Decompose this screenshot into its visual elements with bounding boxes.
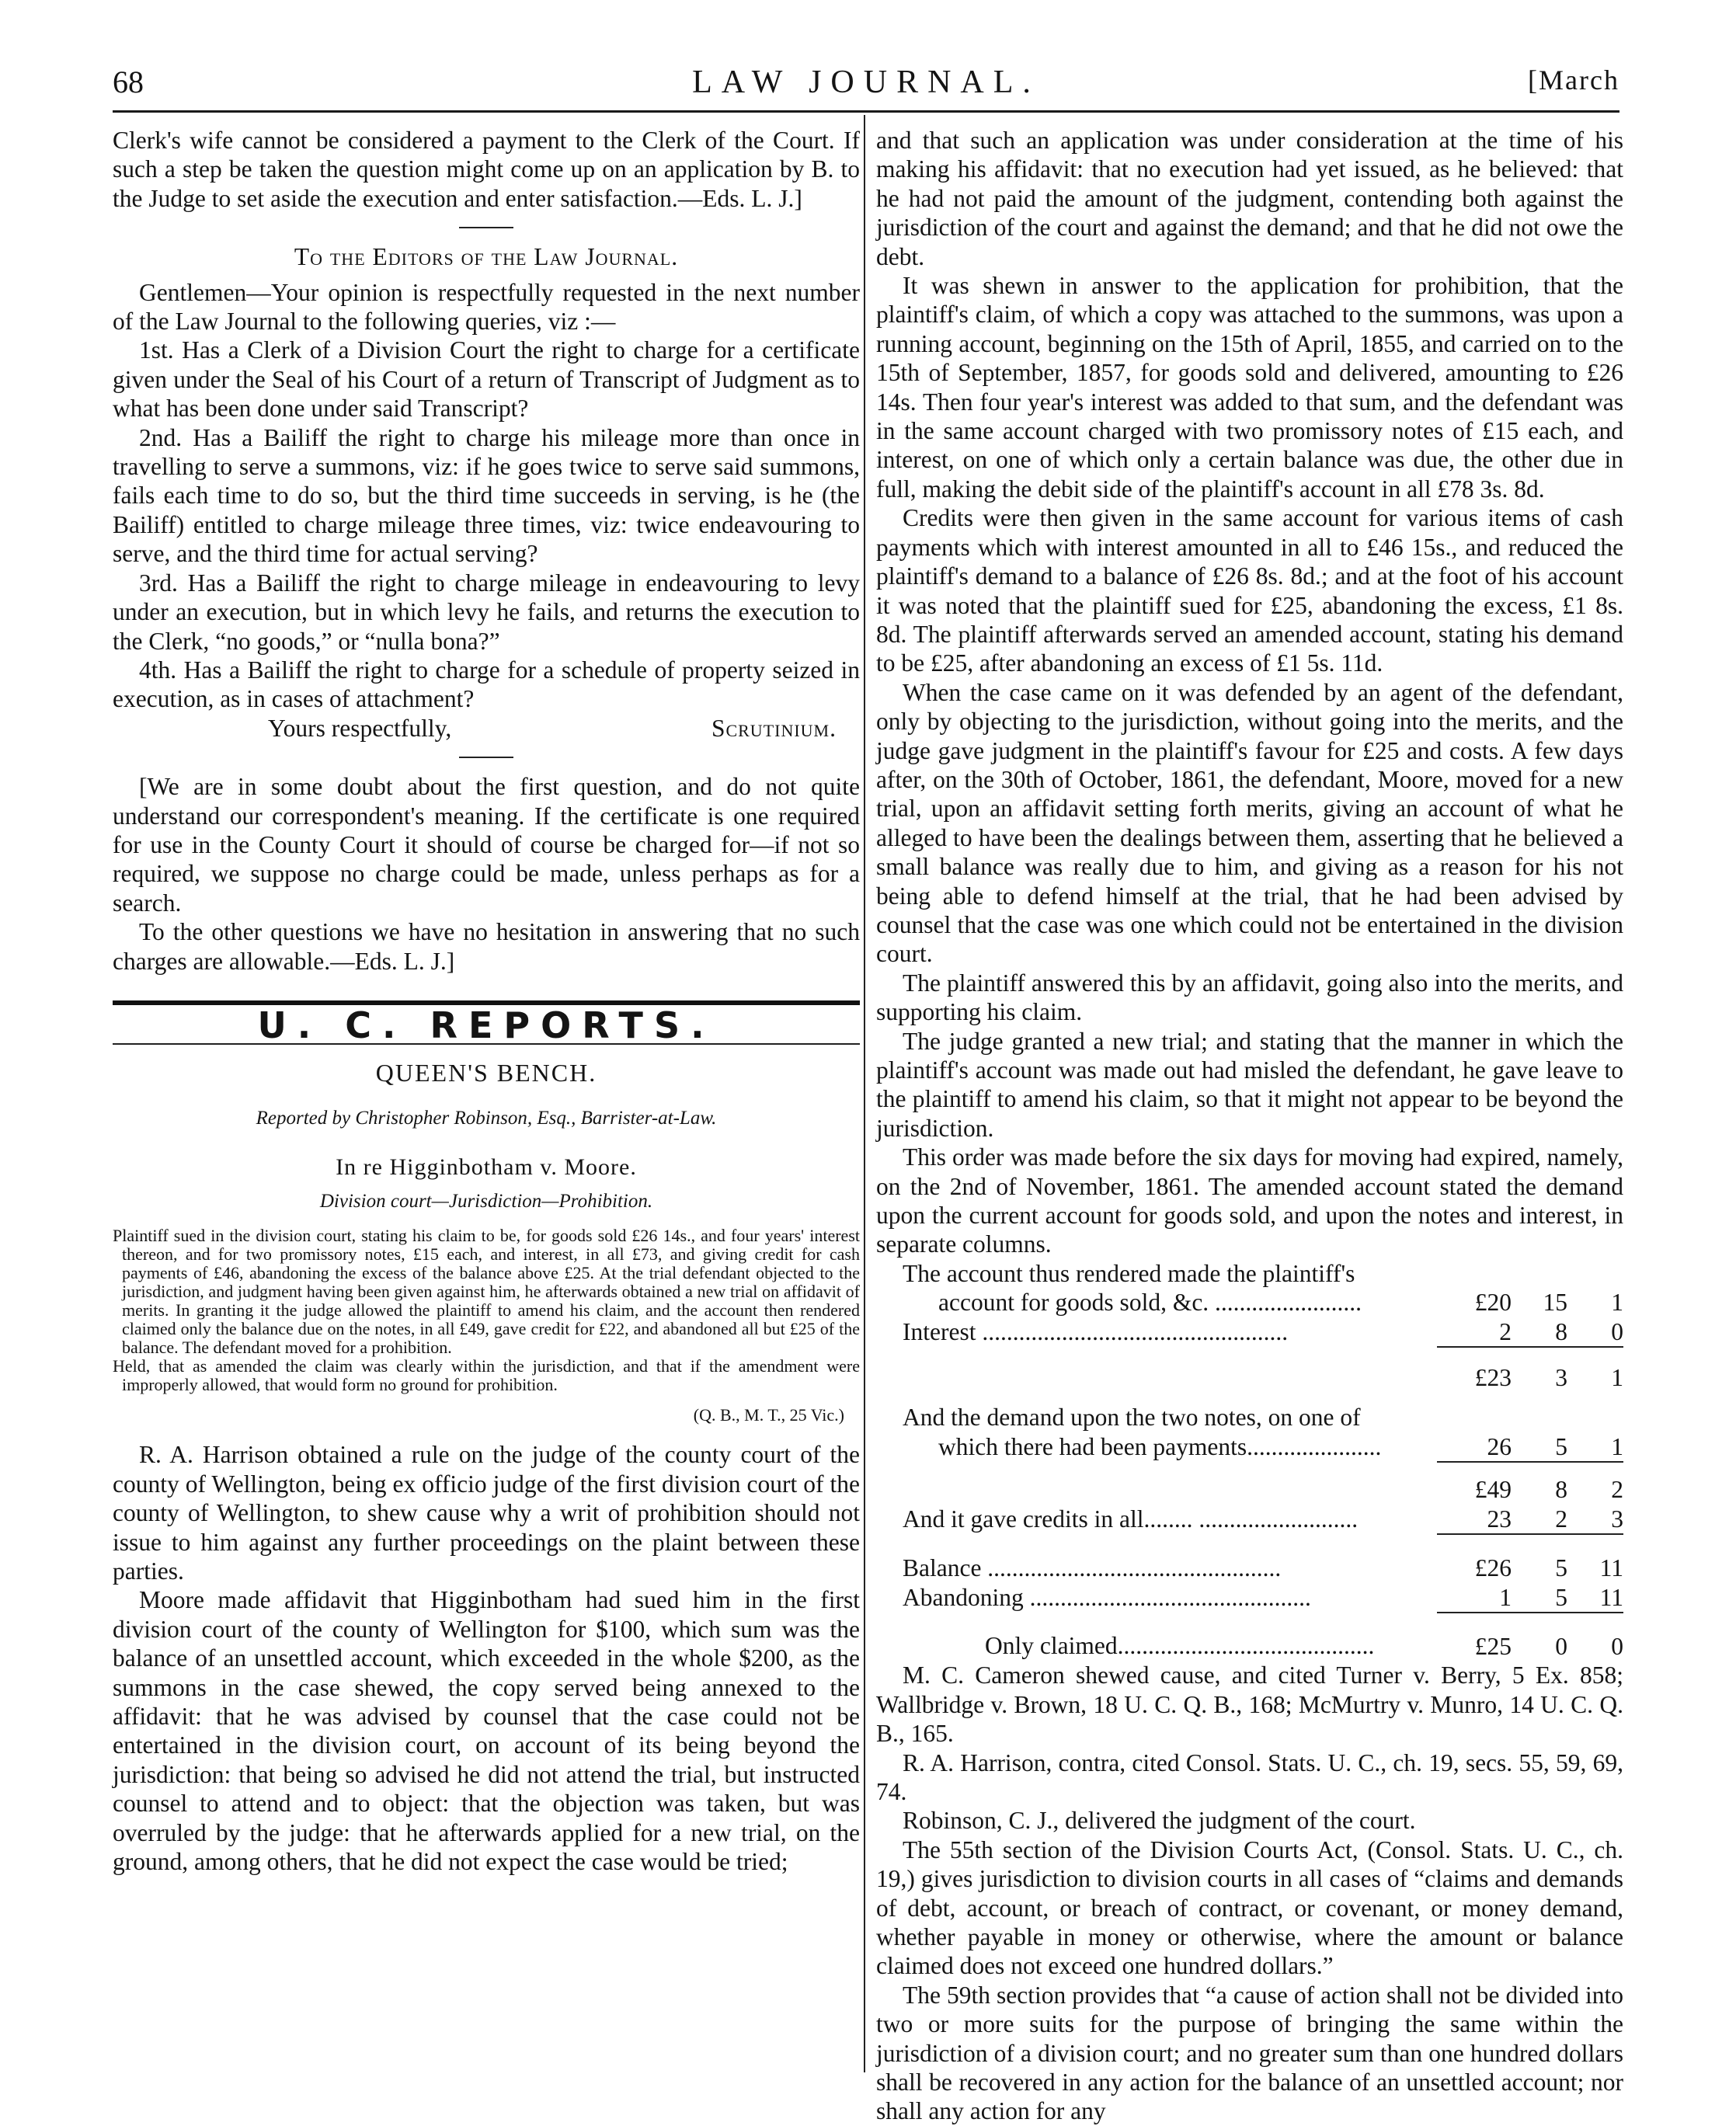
page-header xyxy=(113,64,1619,113)
signature-close: Yours respectfully, xyxy=(268,714,452,742)
account-row xyxy=(876,1288,1623,1317)
case-citation: (Q. B., M. T., 25 Vic.) xyxy=(693,1405,844,1425)
account-subtotal-row xyxy=(876,1347,1623,1392)
short-rule xyxy=(459,757,513,758)
account-pence: 1 xyxy=(1611,1289,1623,1317)
account-row xyxy=(876,1392,1623,1432)
right-paragraph-11: The 55th section of the Division Courts Act, (Consol. Stats. U. C., ch. 19,) gives jurisdiction to division courts in all cases of “claims and demands of debt, account, or breach of contract, or covenant, or money demand, whether payable in money or otherwise, where the amount or balance claimed does not exceed one hundred dollars.” xyxy=(876,1835,1623,1980)
account-label: Balance ................................................ xyxy=(903,1554,1282,1581)
account-shillings: 5 xyxy=(1555,1432,1567,1460)
query-2: 2nd. Has a Bailiff the right to charge his mileage more than once in travelling to serve a summons, viz: if he goes twice to serve said summons, fails each time to do so, but the third time succeeds in serving, is he (the Bailiff) entitled to charge mileage three times, viz: twice endeavouring to serve, and the third time for actual serving? xyxy=(113,423,860,568)
account-row xyxy=(876,1534,1623,1582)
right-paragraph-6: The judge granted a new trial; and stating that the manner in which the plaintiff's account was made out had misled the defendant, he gave leave to the plaintiff to amend his claim, so that it might not appear to be beyond the jurisdiction. xyxy=(876,1027,1623,1142)
account-row xyxy=(876,1505,1623,1534)
query-3: 3rd. Has a Bailiff the right to charge mileage in endeavouring to levy under an execution, but in which levy he fails, and returns the execution to the Clerk, “no goods,” or “nulla bona?” xyxy=(113,569,860,655)
account-shillings: 2 xyxy=(1555,1505,1567,1533)
right-paragraph-4: When the case came on it was defended by an agent of the defendant, only by objecting to the jurisdiction, without going into the merits, and the judge gave judgment in the plaintiff's favour for £25 and costs. A few days after, on the 30th of October, 1861, the defendant, Moore, moved for a new trial, upon an affidavit setting forth merits, giving an account of what he alleged to have been the dealings between them, asserting that he believed a small balance was really due to him, and giving as a reason for his not being able to defend himself at the trial, that he had been advised by counsel that the case was one which could not be entertained in the division court. xyxy=(876,678,1623,968)
letter-opening: Gentlemen—Your opinion is respectfully requested in the next number of the Law Journal to the following queries, viz :— xyxy=(113,278,860,336)
section-title: U. C. REPORTS. xyxy=(257,1004,715,1046)
right-paragraph-1: and that such an application was under consideration at the time of his making his affidavit: that no execution had yet issued, as he believed: that he had not paid the amount of the judgment, contending both against the jurisdiction of the court and against the demand; and that he did not owe the debt. xyxy=(876,127,1623,270)
account-pounds: 26 xyxy=(1487,1432,1512,1460)
account-row xyxy=(876,1317,1623,1347)
right-paragraph-10: Robinson, C. J., delivered the judgment of the court. xyxy=(903,1807,1416,1835)
right-paragraph-5: The plaintiff answered this by an affidavit, going also into the merits, and supporting his claim. xyxy=(876,969,1623,1026)
account-pounds: £20 xyxy=(1474,1289,1512,1317)
signature-name: Scrutinium. xyxy=(711,714,837,742)
intro-paragraph: Clerk's wife cannot be considered a payment to the Clerk of the Court. If such a step be taken the question might come up on an application by B. to the Judge to set aside the execution and enter satisfaction.—Eds. L. J.] xyxy=(113,127,860,212)
account-subtotal-row xyxy=(876,1462,1623,1504)
account-pence: 1 xyxy=(1611,1432,1623,1460)
opinion-paragraph-2: Moore made affidavit that Higginbotham had sued him in the first division court of the county of Wellington for $100, which sum was the balance of an unsettled account, which exceeded in the whole $200, as the summons in the case shewed, the copy served being annexed to the affidavit: that he was advised by counsel that the case could not be entertained in the division court, on account of its being beyond the jurisdiction: that being so advised he did not attend the trial, but instructed counsel to attend and to object: that the objection was taken, but was overruled by the judge: that he afterwards applied for a new trial, on the ground, among others, that he did not expect the case would be tried; xyxy=(113,1586,860,1876)
right-column xyxy=(876,126,1623,2126)
account-label: And it gave credits in all........ .......................... xyxy=(903,1505,1359,1533)
right-paragraph-3: Credits were then given in the same account for various items of cash payments which with interest amounted in all to £46 15s., and reduced the plaintiff's demand to a balance of £26 8s. 8d.; and at the foot of his account it was noted that the plaintiff sued for £25, abandoning the excess, £1 8s. 8d. The plaintiff afterwards served an amended account, stating his demand to be £25, after abandoning an excess of £1 5s. 11d. xyxy=(876,504,1623,677)
right-paragraph-12: The 59th section provides that “a cause of action shall not be divided into two or more suits for the purpose of bringing the same within the jurisdiction of a division court; and no greater sum than one hundred dollars shall be recovered in any action for the balance of an unsettled account; nor shall any action for any xyxy=(876,1981,1623,2125)
account-label: account for goods sold, &c. ........................ xyxy=(938,1289,1362,1317)
month-label: [March xyxy=(1528,64,1619,96)
account-pence: 11 xyxy=(1567,1534,1623,1582)
short-rule xyxy=(459,227,513,228)
headnote xyxy=(113,1227,860,1394)
account-shillings: 5 xyxy=(1512,1534,1567,1582)
account-row xyxy=(876,1259,1623,1288)
account-pounds: £23 xyxy=(1437,1347,1512,1392)
court-name: QUEEN'S BENCH. xyxy=(375,1059,597,1087)
account-label: Abandoning .............................................. xyxy=(903,1584,1311,1611)
opinion-paragraph-1: R. A. Harrison obtained a rule on the judge of the county court of the county of Wellington, being ex officio judge of the first division court of the county of Wellington, to shew cause why a writ of prohibition should not issue to him against any further proceedings on the plaint between these parties. xyxy=(113,1441,860,1585)
column-divider xyxy=(864,115,865,2072)
account-row xyxy=(876,1583,1623,1613)
account-pence: 0 xyxy=(1567,1613,1623,1661)
account-shillings: 8 xyxy=(1512,1462,1567,1504)
account-pounds: £25 xyxy=(1437,1613,1512,1661)
account-label: Interest .................................................. xyxy=(903,1318,1289,1346)
headnote-held: Held, that as amended the claim was clearly within the jurisdiction, and that if the amendment were improperly allowed, that would form no ground for prohibition. xyxy=(113,1356,860,1394)
account-table xyxy=(876,1259,1623,1661)
account-row xyxy=(876,1432,1623,1462)
account-label: And the demand upon the two notes, on one of xyxy=(903,1404,1361,1432)
editor-reply-2: To the other questions we have no hesitation in answering that no such charges are allowable.—Eds. L. J.] xyxy=(113,918,860,975)
right-paragraph-8: M. C. Cameron shewed cause, and cited Turner v. Berry, 5 Ex. 858; Wallbridge v. Brown, 18 U. C. Q. B., 168; McMurtry v. Munro, 14 U. C. Q. B., 165. xyxy=(876,1661,1623,1748)
account-pence: 11 xyxy=(1599,1583,1623,1611)
account-pounds: 23 xyxy=(1487,1505,1512,1533)
letter-heading: To the Editors of the Law Journal. xyxy=(294,243,679,271)
right-paragraph-7: This order was made before the six days for moving had expired, namely, on the 2nd of November, 1861. The amended account stated the demand upon the current account for goods sold, and upon the notes and interest, in separate columns. xyxy=(876,1143,1623,1258)
account-pence: 0 xyxy=(1611,1317,1623,1345)
query-4: 4th. Has a Bailiff the right to charge for a schedule of property seized in execution, as in cases of attachment? xyxy=(113,656,860,713)
case-subject: Division court—Jurisdiction—Prohibition. xyxy=(319,1190,653,1212)
left-column xyxy=(113,126,860,1877)
signature-line xyxy=(113,714,860,743)
editor-reply-1: [We are in some doubt about the first question, and do not quite understand our correspondent's meaning. If the certificate is one required for use in the County Court it should of course be charged for—if not so required, we suppose no charge could be made, unless perhaps as for a search. xyxy=(113,773,860,917)
account-pounds: 1 xyxy=(1499,1583,1512,1611)
account-label: Only claimed.......................................... xyxy=(985,1632,1375,1660)
account-pounds: 2 xyxy=(1499,1317,1512,1345)
page-number: 68 xyxy=(113,64,144,99)
case-title: In re Higginbotham v. Moore. xyxy=(336,1154,637,1181)
account-label: which there had been payments...................... xyxy=(938,1433,1382,1461)
account-pence: 3 xyxy=(1611,1505,1623,1533)
account-pence: 1 xyxy=(1567,1347,1623,1392)
headnote-facts: Plaintiff sued in the division court, stating his claim to be, for goods sold £26 14s., and four years' interest thereon, and for two promissory notes, £15 each, and interest, in all £73, and giving credit for cash payments of £46, abandoning the excess of the balance above £25. At the trial defendant objected to the jurisdiction, and judgment having been given against him, he afterwards obtained a new trial on affidavit of merits. In granting it the judge allowed the plaintiff to amend his claim, and the account then rendered claimed only the balance due on the notes, in all £49, gave credit for £22, and abandoned all but £25 of the balance. The defendant moved for a prohibition. xyxy=(113,1226,860,1357)
account-shillings: 8 xyxy=(1555,1317,1567,1345)
account-pounds: £26 xyxy=(1437,1534,1512,1582)
query-1: 1st. Has a Clerk of a Division Court the right to charge for a certificate given under the Seal of his Court of a return of Transcript of Judgment as to what has been done under said Transcript? xyxy=(113,336,860,423)
account-label: The account thus rendered made the plaintiff's xyxy=(903,1259,1355,1287)
reporter-line: Reported by Christopher Robinson, Esq., Barrister-at-Law. xyxy=(256,1107,717,1129)
account-pounds: £49 xyxy=(1437,1462,1512,1504)
account-shillings: 15 xyxy=(1543,1289,1567,1317)
account-shillings: 0 xyxy=(1512,1613,1567,1661)
right-paragraph-9: R. A. Harrison, contra, cited Consol. Stats. U. C., ch. 19, secs. 55, 59, 69, 74. xyxy=(876,1748,1623,1805)
account-total-row xyxy=(876,1613,1623,1661)
right-paragraph-2: It was shewn in answer to the application for prohibition, that the plaintiff's claim, of which a copy was attached to the summons, was upon a running account, beginning on the 15th of April, 1855, and carried on to the 15th of September, 1857, for goods sold and delivered, amounting to £26 14s. Then four year's interest was added to that sum, and the defendant was in the same account charged with two promissory notes of £15 each, and interest, on one of which only a certain balance was due, the other due in full, making the debit side of the plaintiff's account in all £78 3s. 8d. xyxy=(876,272,1623,503)
account-shillings: 5 xyxy=(1555,1583,1567,1611)
journal-title: LAW JOURNAL. xyxy=(692,64,1040,100)
account-shillings: 3 xyxy=(1512,1347,1567,1392)
account-pence: 2 xyxy=(1567,1462,1623,1504)
